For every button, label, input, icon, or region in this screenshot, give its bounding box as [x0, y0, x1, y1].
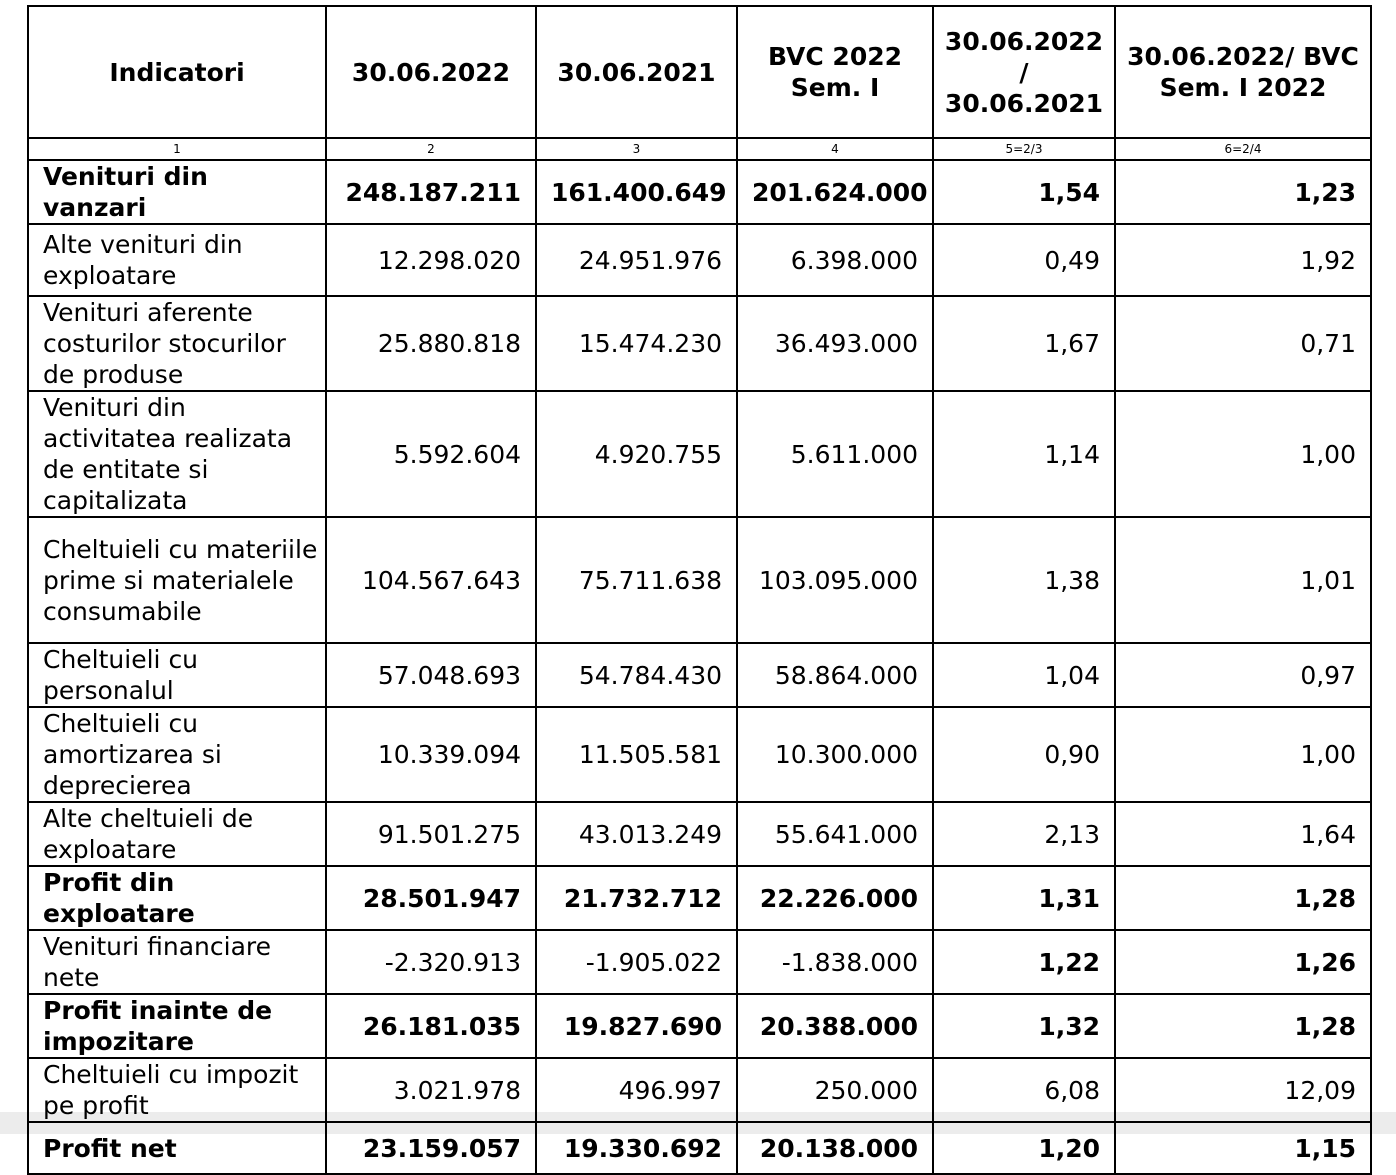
- header-ratio-2022-bvc: 30.06.2022/ BVC Sem. I 2022: [1115, 6, 1371, 138]
- header-ratio-2022-2021: 30.06.2022 / 30.06.2021: [933, 6, 1115, 138]
- cell-value: 1,20: [933, 1122, 1115, 1174]
- cell-value: 10.300.000: [737, 707, 933, 802]
- table-row: [28, 517, 1371, 643]
- cell-value: 1,31: [933, 866, 1115, 930]
- table-row: [28, 994, 1371, 1058]
- header-indicatori: Indicatori: [28, 6, 326, 138]
- cell-value: 19.330.692: [536, 1122, 737, 1174]
- cell-value: 0,97: [1115, 643, 1371, 707]
- table-row: [28, 160, 1371, 224]
- cell-value: 0,71: [1115, 296, 1371, 391]
- cell-value: 1,26: [1115, 930, 1371, 994]
- table-row: [28, 1122, 1371, 1174]
- row-label: Venituri financiare nete: [28, 930, 326, 994]
- financial-indicators-table: [27, 5, 1372, 1175]
- cell-value: 1,92: [1115, 224, 1371, 296]
- column-number: 5=2/3: [933, 138, 1115, 160]
- cell-value: 57.048.693: [326, 643, 536, 707]
- cell-value: 1,32: [933, 994, 1115, 1058]
- cell-value: 22.226.000: [737, 866, 933, 930]
- cell-value: 1,04: [933, 643, 1115, 707]
- cell-value: 23.159.057: [326, 1122, 536, 1174]
- header-row: [28, 6, 1371, 138]
- cell-value: 0,49: [933, 224, 1115, 296]
- cell-value: 1,64: [1115, 802, 1371, 866]
- table-row: [28, 1058, 1371, 1122]
- cell-value: 36.493.000: [737, 296, 933, 391]
- cell-value: 25.880.818: [326, 296, 536, 391]
- cell-value: 6.398.000: [737, 224, 933, 296]
- table-row: [28, 707, 1371, 802]
- cell-value: 12,09: [1115, 1058, 1371, 1122]
- cell-value: -2.320.913: [326, 930, 536, 994]
- header-30-06-2022: 30.06.2022: [326, 6, 536, 138]
- cell-value: 1,22: [933, 930, 1115, 994]
- cell-value: 6,08: [933, 1058, 1115, 1122]
- table-row: [28, 866, 1371, 930]
- cell-value: 161.400.649: [536, 160, 737, 224]
- cell-value: 201.624.000: [737, 160, 933, 224]
- row-label: Profit net: [28, 1122, 326, 1174]
- column-number-row: [28, 138, 1371, 160]
- cell-value: 1,01: [1115, 517, 1371, 643]
- cell-value: 28.501.947: [326, 866, 536, 930]
- table-row: [28, 802, 1371, 866]
- cell-value: 75.711.638: [536, 517, 737, 643]
- cell-value: 43.013.249: [536, 802, 737, 866]
- column-number: 2: [326, 138, 536, 160]
- cell-value: 1,28: [1115, 866, 1371, 930]
- cell-value: 20.138.000: [737, 1122, 933, 1174]
- cell-value: 24.951.976: [536, 224, 737, 296]
- cell-value: 11.505.581: [536, 707, 737, 802]
- cell-value: 1,28: [1115, 994, 1371, 1058]
- cell-value: 104.567.643: [326, 517, 536, 643]
- cell-value: 12.298.020: [326, 224, 536, 296]
- row-label: Cheltuieli cu amortizarea si deprecierea: [28, 707, 326, 802]
- row-label: Cheltuieli cu materiile prime si materialele consumabile: [28, 517, 326, 643]
- row-label: Venituri aferente costurilor stocurilor de produse: [28, 296, 326, 391]
- column-number: 6=2/4: [1115, 138, 1371, 160]
- row-label: Cheltuieli cu personalul: [28, 643, 326, 707]
- cell-value: 1,23: [1115, 160, 1371, 224]
- cell-value: 1,14: [933, 391, 1115, 517]
- cell-value: 26.181.035: [326, 994, 536, 1058]
- column-number: 3: [536, 138, 737, 160]
- cell-value: 103.095.000: [737, 517, 933, 643]
- cell-value: 250.000: [737, 1058, 933, 1122]
- cell-value: 91.501.275: [326, 802, 536, 866]
- cell-value: 2,13: [933, 802, 1115, 866]
- cell-value: 1,15: [1115, 1122, 1371, 1174]
- cell-value: -1.905.022: [536, 930, 737, 994]
- cell-value: 4.920.755: [536, 391, 737, 517]
- cell-value: 58.864.000: [737, 643, 933, 707]
- column-number: 4: [737, 138, 933, 160]
- cell-value: 55.641.000: [737, 802, 933, 866]
- cell-value: 0,90: [933, 707, 1115, 802]
- row-label: Alte venituri din exploatare: [28, 224, 326, 296]
- row-label: Profit inainte de impozitare: [28, 994, 326, 1058]
- cell-value: 3.021.978: [326, 1058, 536, 1122]
- cell-value: 5.611.000: [737, 391, 933, 517]
- cell-value: 54.784.430: [536, 643, 737, 707]
- table-row: [28, 224, 1371, 296]
- cell-value: 10.339.094: [326, 707, 536, 802]
- header-30-06-2021: 30.06.2021: [536, 6, 737, 138]
- cell-value: 1,00: [1115, 707, 1371, 802]
- cell-value: 1,54: [933, 160, 1115, 224]
- cell-value: 20.388.000: [737, 994, 933, 1058]
- row-label: Cheltuieli cu impozit pe profit: [28, 1058, 326, 1122]
- table-row: [28, 296, 1371, 391]
- cell-value: 1,67: [933, 296, 1115, 391]
- table-row: [28, 391, 1371, 517]
- cell-value: 1,00: [1115, 391, 1371, 517]
- row-label: Venituri din activitatea realizata de entitate si capitalizata: [28, 391, 326, 517]
- cell-value: 19.827.690: [536, 994, 737, 1058]
- cell-value: 1,38: [933, 517, 1115, 643]
- table-row: [28, 643, 1371, 707]
- cell-value: 5.592.604: [326, 391, 536, 517]
- row-label: Alte cheltuieli de exploatare: [28, 802, 326, 866]
- row-label: Profit din exploatare: [28, 866, 326, 930]
- cell-value: 248.187.211: [326, 160, 536, 224]
- cell-value: 15.474.230: [536, 296, 737, 391]
- cell-value: 21.732.712: [536, 866, 737, 930]
- header-bvc-2022-sem-i: BVC 2022 Sem. I: [737, 6, 933, 138]
- cell-value: 496.997: [536, 1058, 737, 1122]
- row-label: Venituri din vanzari: [28, 160, 326, 224]
- table-row: [28, 930, 1371, 994]
- cell-value: -1.838.000: [737, 930, 933, 994]
- column-number: 1: [28, 138, 326, 160]
